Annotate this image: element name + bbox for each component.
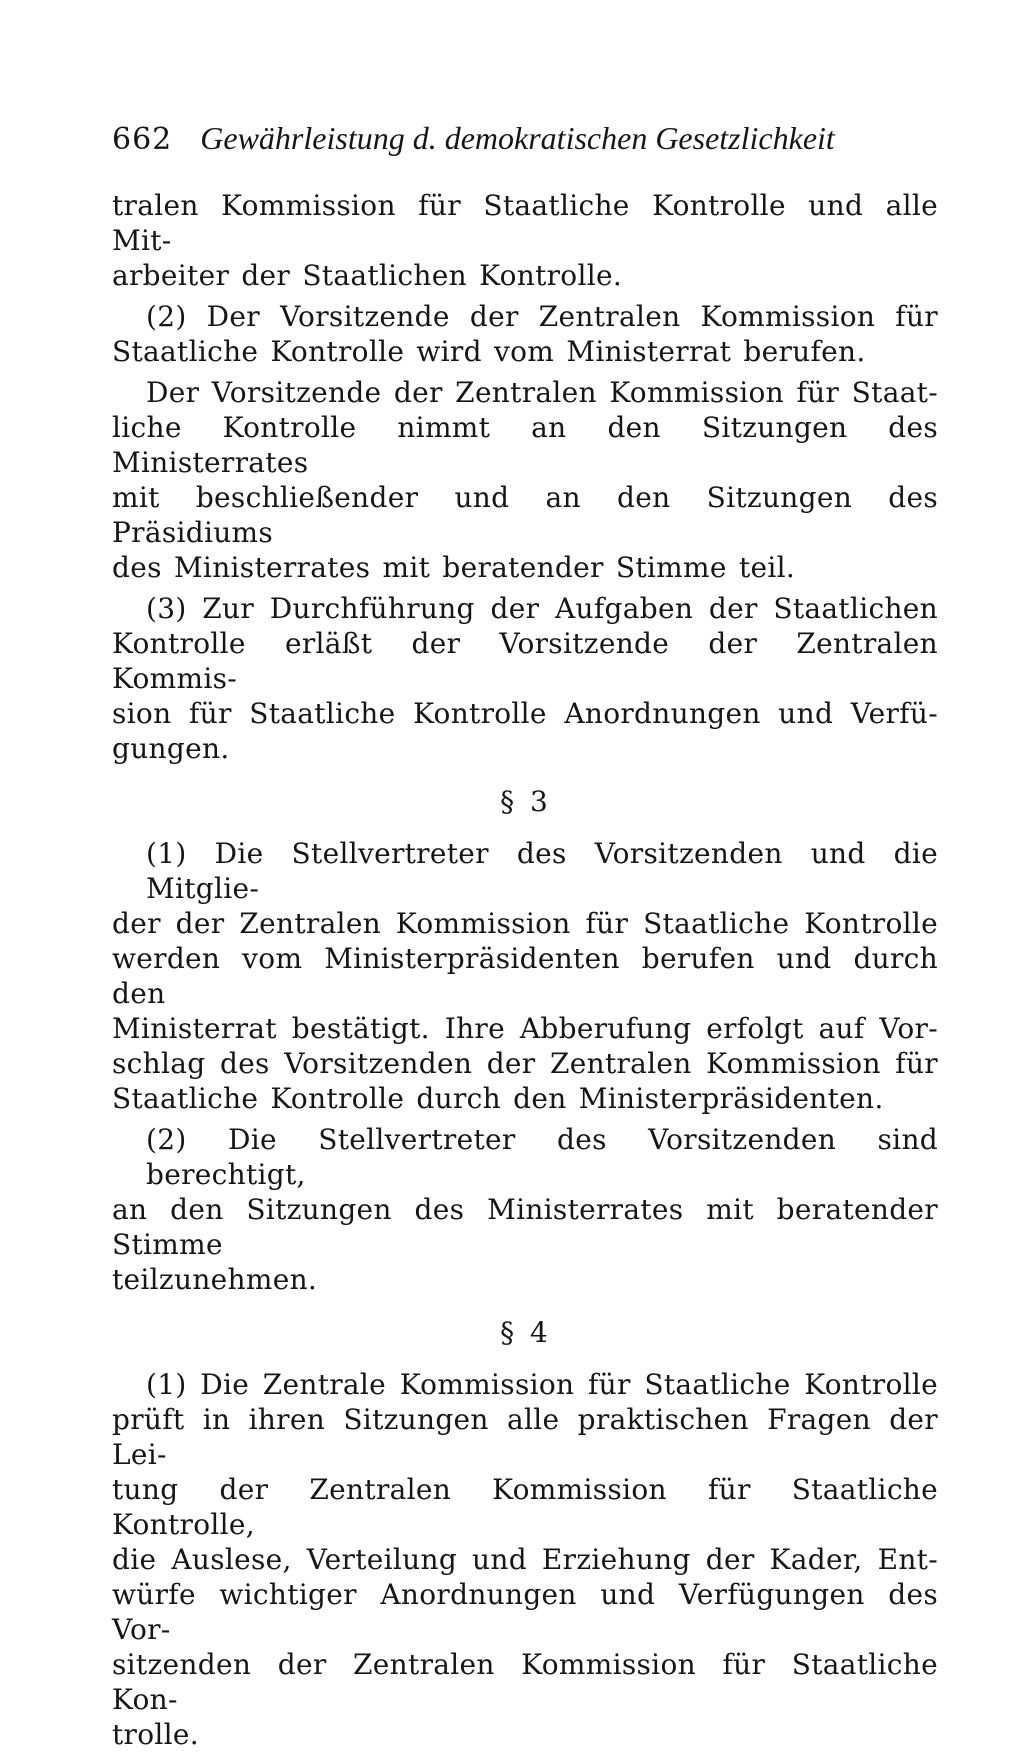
text-line: arbeiter der Staatlichen Kontrolle. — [112, 259, 623, 292]
text-line: tung der Zentralen Kommission für Staatliche Kontrolle, — [112, 1473, 938, 1541]
paragraph-3-2 — [112, 1122, 938, 1297]
text-line: teilzunehmen. — [112, 1263, 318, 1296]
text-line: Staatliche Kontrolle durch den Ministerpräsidenten. — [112, 1082, 884, 1115]
text-line: gungen. — [112, 732, 230, 765]
text-line: der der Zentralen Kommission für Staatliche Kontrolle — [112, 907, 938, 940]
paragraph-3-1 — [112, 836, 938, 1116]
text-line: (2) Die Stellvertreter des Vorsitzenden sind berechtigt, — [146, 1123, 938, 1191]
text-line: Der Vorsitzende der Zentralen Kommission für Staat- — [146, 376, 938, 409]
text-line: prüft in ihren Sitzungen alle praktischen Fragen der Lei- — [112, 1403, 938, 1471]
section-3-title: § 3 — [500, 785, 550, 818]
paragraph-2-2 — [112, 299, 938, 369]
running-title: Gewährleistung d. demokratischen Gesetzlichkeit — [200, 120, 835, 156]
text-line: die Auslese, Verteilung und Erziehung der Kader, Ent- — [112, 1543, 938, 1576]
text-line: an den Sitzungen des Ministerrates mit beratender Stimme — [112, 1193, 938, 1261]
text-line: tralen Kommission für Staatliche Kontrolle und alle Mit- — [112, 189, 938, 257]
text-line: Staatliche Kontrolle wird vom Ministerrat berufen. — [112, 335, 866, 368]
text-line: liche Kontrolle nimmt an den Sitzungen des Ministerrates — [112, 411, 938, 479]
text-line: (3) Zur Durchführung der Aufgaben der Staatlichen — [146, 592, 938, 625]
text-line: (2) Der Vorsitzende der Zentralen Kommission für — [146, 300, 938, 333]
paragraph-2-2-cont — [112, 375, 938, 585]
text-line: schlag des Vorsitzenden der Zentralen Kommission für — [112, 1047, 938, 1080]
text-line: Ministerrat bestätigt. Ihre Abberufung erfolgt auf Vor- — [112, 1012, 938, 1045]
body-text — [112, 188, 938, 1758]
text-line: des Ministerrates mit beratender Stimme teil. — [112, 551, 796, 584]
text-line: (1) Die Stellvertreter des Vorsitzenden und die Mitglie- — [146, 837, 938, 905]
text-line: sion für Staatliche Kontrolle Anordnungen und Verfü- — [112, 697, 938, 730]
page-header — [112, 118, 912, 158]
text-line: trolle. — [112, 1718, 199, 1751]
paragraph-continuation — [112, 188, 938, 293]
paragraph-2-3 — [112, 591, 938, 766]
text-line: werden vom Ministerpräsidenten berufen und durch den — [112, 942, 938, 1010]
paragraph-4-1 — [112, 1367, 938, 1752]
text-line: (1) Die Zentrale Kommission für Staatliche Kontrolle — [146, 1368, 938, 1401]
text-line: würfe wichtiger Anordnungen und Verfügungen des Vor- — [112, 1578, 938, 1646]
section-4-title: § 4 — [500, 1316, 550, 1349]
text-line: Kontrolle erläßt der Vorsitzende der Zentralen Kommis- — [112, 627, 938, 695]
text-line: sitzenden der Zentralen Kommission für Staatliche Kon- — [112, 1648, 938, 1716]
text-line: mit beschließender und an den Sitzungen des Präsidiums — [112, 481, 938, 549]
page-number: 662 — [112, 122, 173, 157]
